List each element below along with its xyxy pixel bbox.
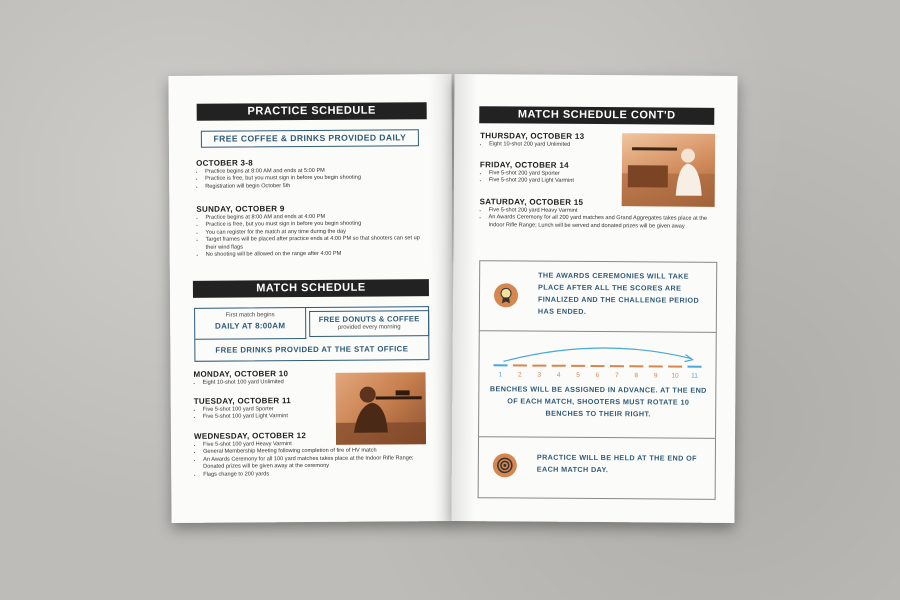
target-icon [493,453,517,477]
drinks-banner: FREE DRINKS PROVIDED AT THE STAT OFFICE [215,344,409,355]
oct-11-heading: TUESDAY, OCTOBER 11 [193,396,292,406]
bench-number: 6 [595,372,600,380]
list-item: • Flags change to 200 yards [203,470,428,479]
list-item: • Five 5-shot 200 yard Heavy Varmint [489,207,724,216]
list-item: • Practice begins at 8:00 AM and ends at 4:00 PM [205,213,420,222]
benches-box [478,330,717,440]
practice-schedule-title: PRACTICE SCHEDULE [197,102,427,121]
oct-12-heading: WEDNESDAY, OCTOBER 12 [193,431,307,441]
list-item: • General Membership Meeting following completion of fire of HV match [203,448,428,457]
bench-number: 4 [556,371,561,379]
benches-text: BENCHES WILL BE ASSIGNED IN ADVANCE. AT THE END OF EACH MATCH, SHOOTERS MUST ROTATE 10 BENCHES TO THEIR RIGHT. [489,384,707,419]
practice-box [478,436,716,500]
oct-14-list [480,170,629,186]
list-item: • You can register for the match at any time during the day [206,228,421,237]
list-item: • Five 5-shot 100 yard Heavy Varmint [203,440,428,449]
list-item: • Five 5-shot 100 yard Sporter [203,406,343,414]
oct-9-heading: SUNDAY, OCTOBER 9 [196,204,285,214]
bench-number: 2 [518,371,522,379]
oct-15-list [479,207,723,231]
right-page [451,74,737,523]
match-info-box [194,306,429,362]
first-match-label: First match begins [225,312,275,319]
donuts-title: FREE DONUTS & COFFEE [318,314,420,324]
list-item: • Registration will begin October 5th [205,182,445,191]
bench-number: 9 [653,372,658,380]
match-schedule-title: MATCH SCHEDULE [193,279,429,298]
bench-number: 10 [671,372,679,380]
left-page [168,74,454,523]
coffee-banner: FREE COFFEE & DRINKS PROVIDED DAILY [201,129,419,148]
list-item: • Target frames will be placed after practice ends at 4:00 PM so that shooters can set up their wind flags [206,235,421,251]
oct-14-heading: FRIDAY, OCTOBER 14 [479,160,569,170]
list-item: • Eight 10-shot 200 yard Unlimited [489,141,629,149]
oct-10-heading: MONDAY, OCTOBER 10 [193,369,289,379]
first-match-cell [195,308,306,340]
bench-number: 5 [576,371,580,379]
bench-number: 8 [634,372,639,380]
list-item: • Five 5-shot 200 yard Light Varmint [489,178,629,186]
oct-11-list [194,406,343,422]
bench-rotation-diagram [479,331,715,383]
match-schedule-contd-title: MATCH SCHEDULE CONT'D [479,106,714,125]
first-match-value: DAILY AT 8:00AM [215,321,286,331]
oct-3-8-list [196,167,445,191]
oct-10-list [194,379,343,387]
bench-number: 1 [498,371,503,379]
awards-text: THE AWARDS CEREMONIES WILL TAKE PLACE AFTER ALL THE SCORES ARE FINALIZED AND THE CHALLENGE PERIOD HAS ENDED. [537,270,700,316]
list-item: • Practice is free, but you must sign in before you begin shooting [205,221,420,230]
donuts-cell [309,310,429,337]
bench-number: 11 [691,372,698,380]
bench-illustration [622,133,716,207]
list-item: • An Awards Ceremony for all 100 yard matches takes place at the Indoor Rifle Range; Donated prizes will be given away at the ceremony [203,455,428,471]
bench-photo [622,133,716,207]
oct-13-heading: THURSDAY, OCTOBER 13 [480,131,585,141]
list-item: • Five 5-shot 100 yard Light Varmint [203,413,343,421]
list-item: • Eight 10-shot 100 yard Unlimited [203,379,343,387]
list-item: • Five 5-shot 200 yard Sporter [489,170,629,178]
oct-3-8-heading: OCTOBER 3-8 [196,158,254,168]
oct-13-list [480,141,629,149]
oct-15-heading: SATURDAY, OCTOBER 15 [479,197,584,207]
list-item: • No shooting will be allowed on the range after 4:00 PM [206,250,421,259]
list-item: • Practice is free, but you must sign in before you begin shooting [205,174,445,183]
practice-text: PRACTICE WILL BE HELD AT THE END OF EACH MATCH DAY. [536,452,697,475]
rotation-arrow-line [504,347,692,362]
award-ribbon-icon [494,283,518,307]
oct-12-list [194,440,428,479]
list-item: • Practice begins at 8:00 AM and ends at 5:00 PM [205,167,445,176]
shooter-illustration [336,372,427,445]
bench-number: 7 [615,372,619,380]
shooter-photo [336,372,427,445]
list-item: • An Awards Ceremony for all 200 yard matches and Grand Aggregates takes place at the Indoor Rifle Range; Lunch will be served and donated prizes will be given away [488,215,723,231]
oct-9-list [196,213,420,259]
bench-number: 3 [537,371,542,379]
donuts-sub: provided every morning [337,324,401,331]
awards-box [479,260,717,334]
